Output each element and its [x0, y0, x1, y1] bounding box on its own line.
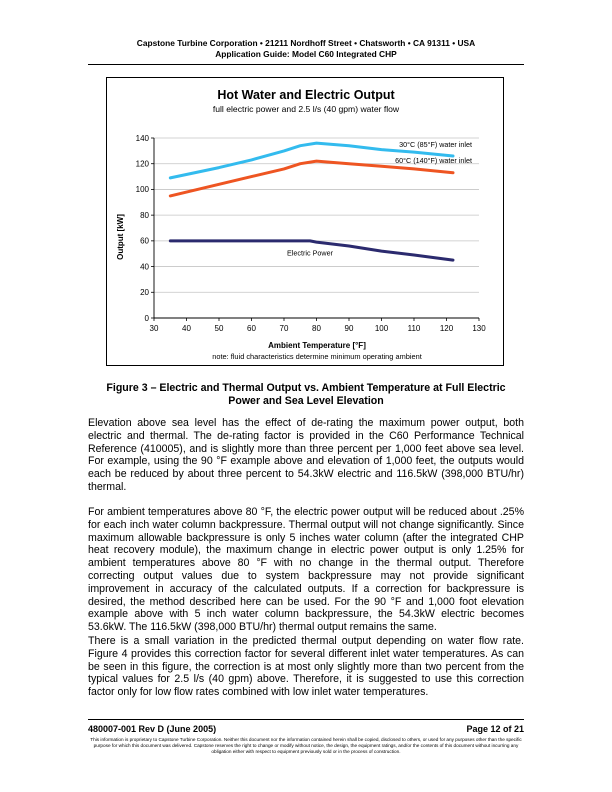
- y-tick-label: 100: [135, 185, 149, 195]
- x-tick-label: 40: [182, 324, 191, 333]
- x-tick-label: 90: [344, 324, 354, 333]
- y-axis-label: Output [kW]: [116, 214, 125, 260]
- y-tick-label: 0: [144, 313, 149, 323]
- page-number: Page 12 of 21: [466, 724, 524, 734]
- x-tick-label: 50: [214, 324, 224, 333]
- series-label-3: Electric Power: [287, 248, 333, 258]
- series-line-2: [170, 161, 453, 196]
- x-tick-label: 100: [374, 324, 389, 333]
- footer-rule: [88, 719, 524, 720]
- page-header-guide-title: Application Guide: Model C60 Integrated CHP: [215, 49, 397, 59]
- y-tick-label: 40: [140, 262, 149, 272]
- y-tick-label: 80: [140, 210, 149, 220]
- chart-figure: [106, 77, 504, 366]
- paragraph-flow-rate: There is a small variation in the predicted thermal output depending on water flow rate. Figure 4 provides this correction factor for several different inlet water temperatures. As can be seen in this figure, the correction is at most only slightly more than two percent from the typical values for 2.5 l/s (40 gpm) above. Therefore, it is suggested to use this correction factor only for low flow rates combined with low inlet water temperatures.: [88, 635, 524, 699]
- y-tick-label: 20: [140, 288, 149, 298]
- series-label-2: 60°C (140°F) water inlet: [395, 156, 472, 166]
- x-tick-label: 80: [312, 324, 321, 333]
- x-axis-label: Ambient Temperature [°F]: [268, 341, 366, 350]
- x-tick-label: 130: [472, 324, 486, 333]
- chart-subtitle: full electric power and 2.5 l/s (40 gpm) water flow: [212, 104, 400, 114]
- figure-caption-line1: Figure 3 – Electric and Thermal Output vs. Ambient Temperature at Full Electric: [106, 382, 506, 394]
- figure-caption-line2: Power and Sea Level Elevation: [228, 395, 384, 407]
- document-id: 480007-001 Rev D (June 2005): [88, 724, 217, 734]
- page-header-company: Capstone Turbine Corporation • 21211 Nordhoff Street • Chatsworth • CA 91311 • USA: [136, 38, 476, 48]
- chart-title: Hot Water and Electric Output: [217, 88, 395, 102]
- x-tick-label: 120: [439, 324, 454, 333]
- y-tick-label: 120: [135, 159, 149, 169]
- series-label-1: 30°C (85°F) water inlet: [399, 140, 472, 150]
- x-tick-label: 60: [247, 324, 256, 333]
- x-tick-label: 110: [407, 324, 421, 333]
- header-rule: [88, 64, 524, 65]
- y-tick-label: 60: [140, 236, 149, 246]
- chart-note: note: fluid characteristics determine minimum operating ambient: [212, 352, 422, 361]
- y-tick-label: 140: [135, 133, 149, 143]
- x-tick-label: 70: [279, 324, 289, 333]
- paragraph-backpressure: For ambient temperatures above 80 °F, the electric power output will be reduced about .25% for each inch water column backpressure. Thermal output will not change significantly. Since maximum allowable backpressure is only 5 inches water column (after the integrated CHP heat recovery module), the maximum change in electric power output is only 1.25% for ambient temperatures above 80 °F with no change in the thermal output. Therefore correcting output values due to system backpressure may not provide significant improvement in accuracy of the calculated outputs. If a correction for backpressure is desired, the method described here can be used. For the 90 °F and 1,000 foot elevation example above with 5 inch water column backpressure, the 54.3kW electric becomes 53.6kW. The 116.5kW (398,000 BTU/hr) thermal output remains the same.: [88, 506, 524, 634]
- paragraph-elevation: Elevation above sea level has the effect of de-rating the maximum power output, both electric and thermal. The de-rating factor is provided in the C60 Performance Technical Reference (410005), and is slightly more than three percent per 1,000 feet above sea level. For example, using the 90 °F example above and elevation of 1,000 feet, the outputs would each be reduced by about three percent to 54.3kW electric and 116.5kW (398,000 BTU/hr) thermal.: [88, 417, 524, 493]
- figure-caption: [88, 382, 524, 408]
- chart-svg: [107, 78, 505, 367]
- proprietary-disclaimer: This information is proprietary to Capstone Turbine Corporation. Neither this document nor the information contained herein shall be copied, disclosed to others, or used for any purposes other than the specific purpose for which this document was delivered. Capstone reserves the right to change or modify without notice, the design, the equipment ratings, and/or the contents of this document without incurring any obligation either with respect to equipment previously sold or in the process of construction.: [90, 737, 522, 755]
- x-tick-label: 30: [149, 324, 159, 333]
